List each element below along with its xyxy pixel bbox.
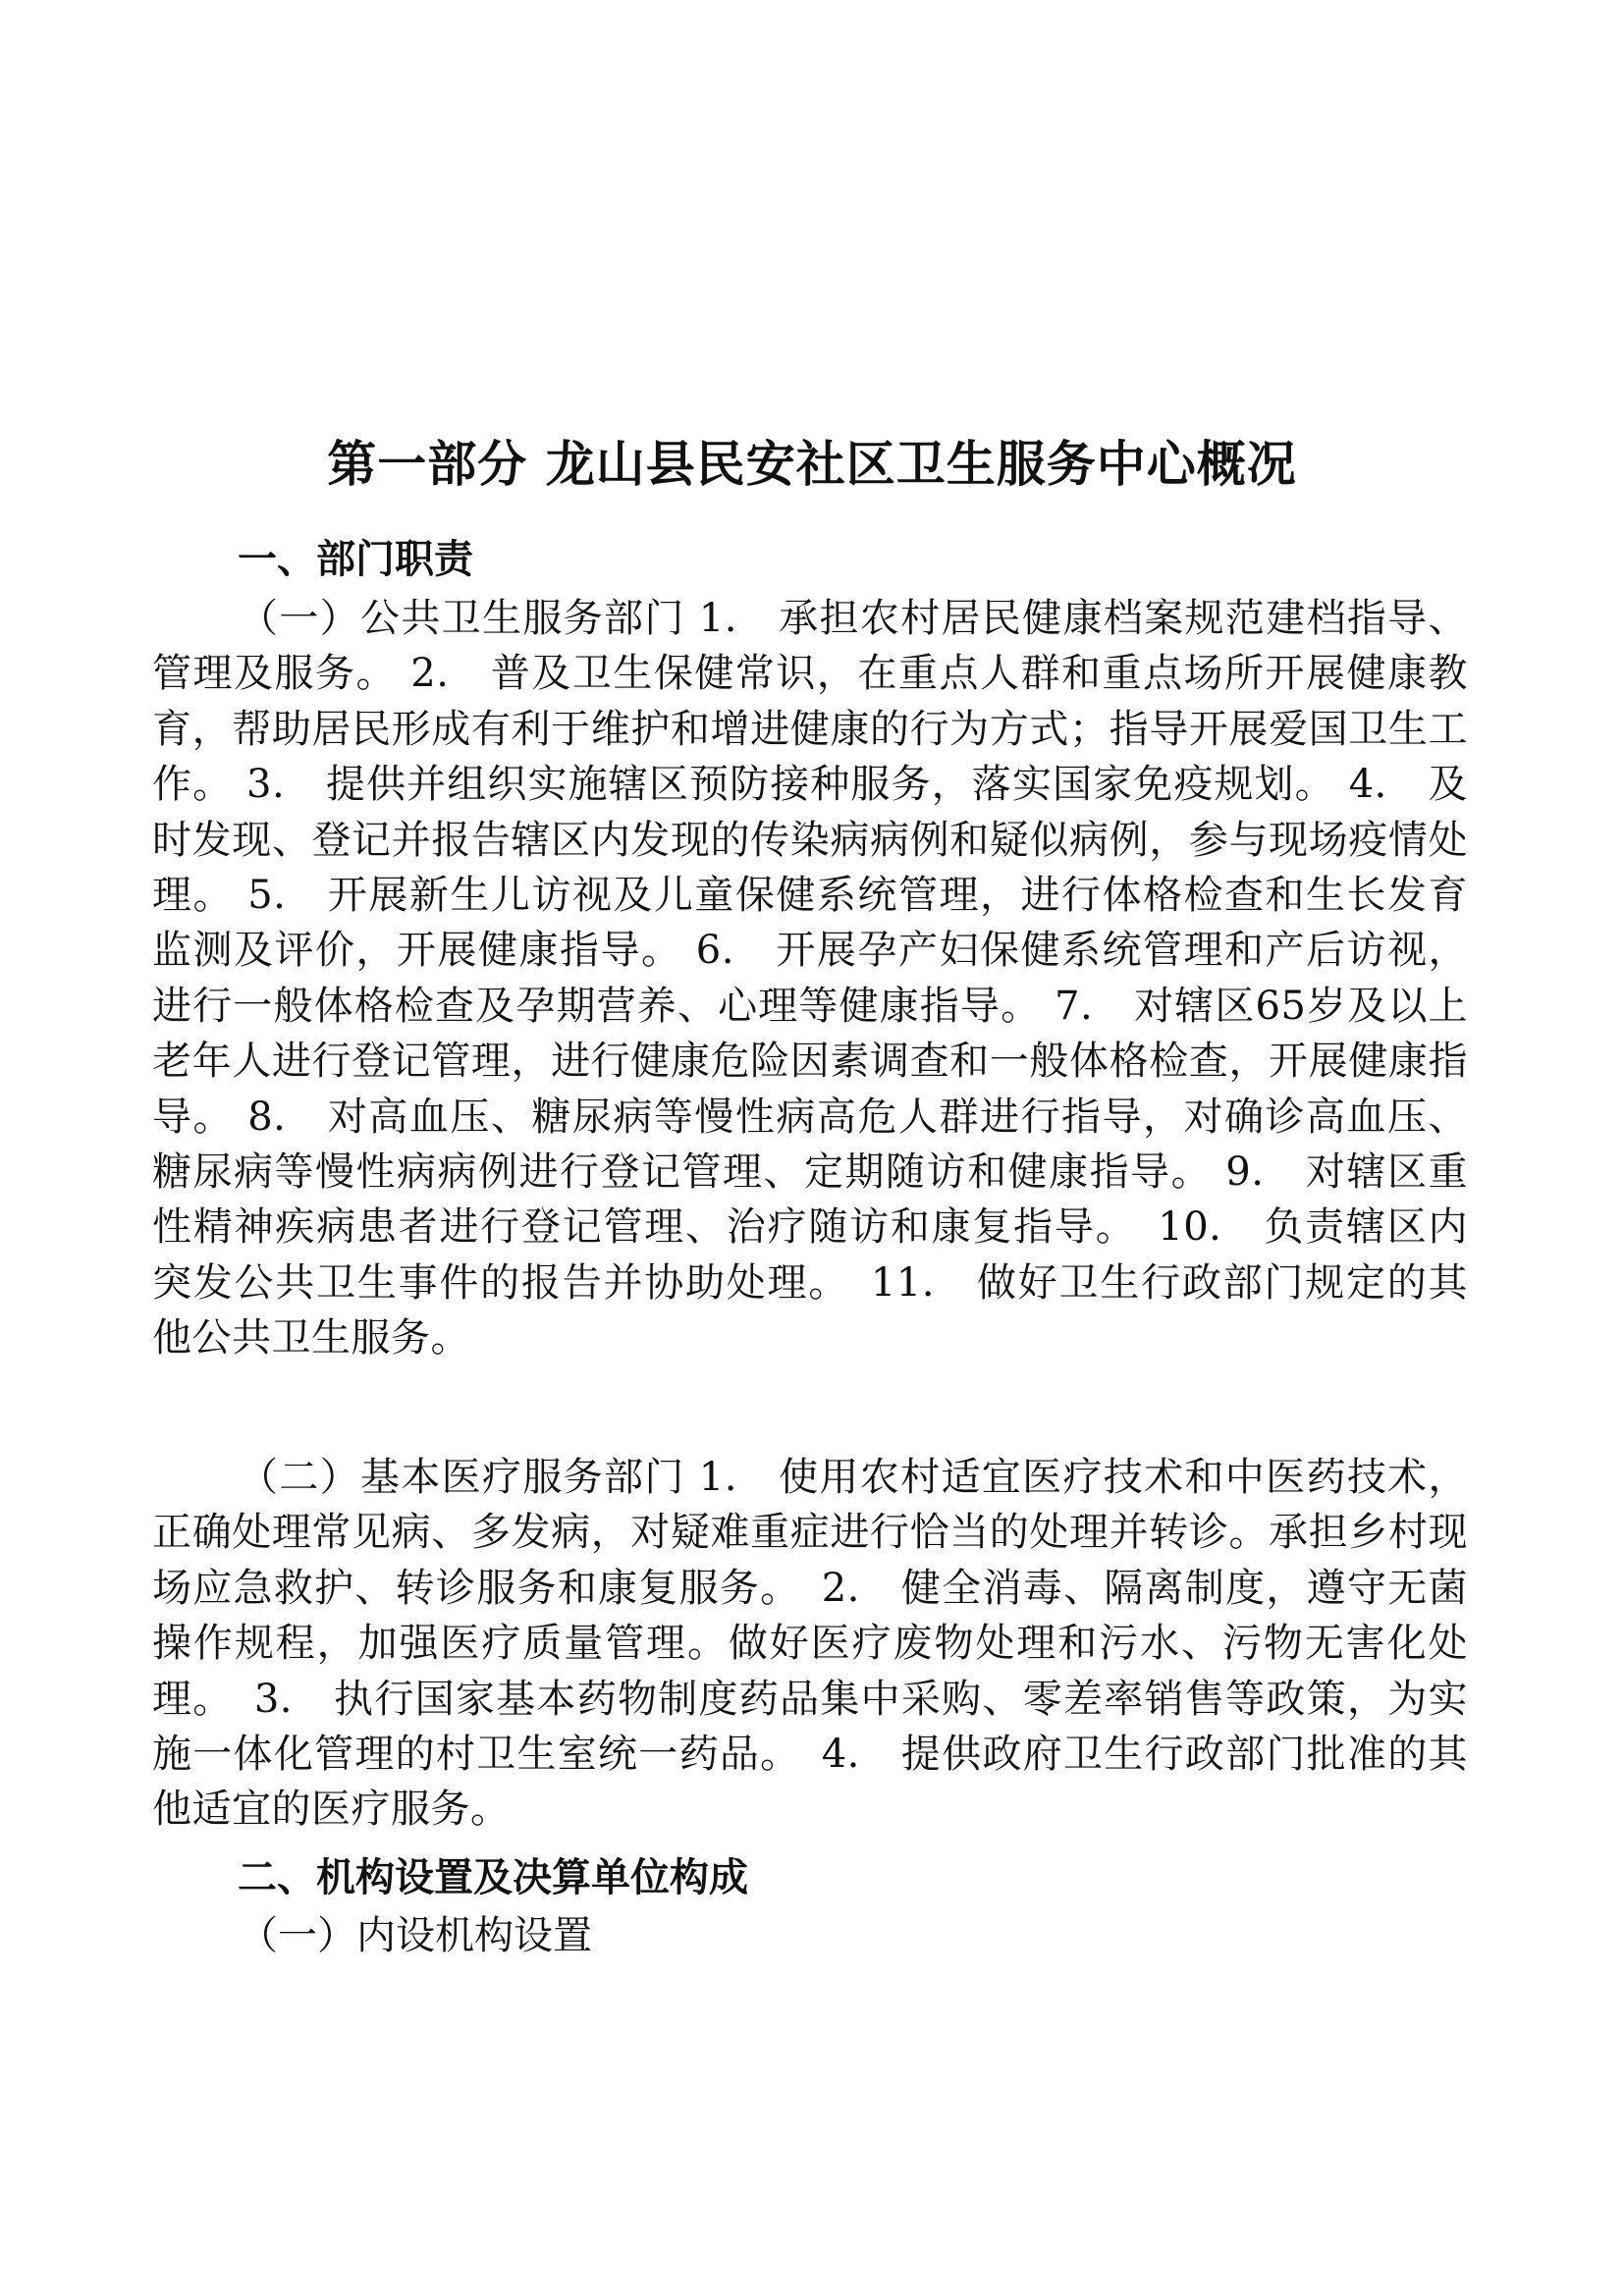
subsection-heading-internal: （一）内设机构设置	[239, 1913, 592, 1958]
section-heading-duties: 一、部门职责	[238, 537, 473, 582]
page-title: 第一部分 龙山县民安社区卫生服务中心概况	[327, 435, 1297, 493]
paragraph-public-health: （一）公共卫生服务部门 1. 承担农村居民健康档案规范建档指导、管理及服务。 2. 普及卫生保健常识，在重点人群和重点场所开展健康教育，帮助居民形成有利于维护和增进健康的行为方式；指导开展爱国卫生工作。 3. 提供并组织实施辖区预防接种服务，落实国家免疫规划。 4. 及时发现、登记并报告辖区内发现的传染病病例和疑似病例，参与现场疫情处理。 5. 开展新生儿访视及儿童保健系统管理，进行体格检查和生长发育监测及评价，开展健康指导。 6. 开展孕产妇保健系统管理和产后访视，进行一般体格检查及孕期营养、心理等健康指导。 7. 对辖区65岁及以上老年人进行登记管理，进行健康危险因素调查和一般体格检查，开展健康指导。 8. 对高血压、糖尿病等慢性病高危人群进行指导，对确诊高血压、糖尿病等慢性病病例进行登记管理、定期随访和健康指导。 9. 对辖区重性精神疾病患者进行登记管理、治疗随访和康复指导。 10. 负责辖区内突发公共卫生事件的报告并协助处理。 11. 做好卫生行政部门规定的其他公共卫生服务。	[152, 596, 1468, 1362]
section-heading-structure: 二、机构设置及决算单位构成	[238, 1855, 748, 1900]
paragraph-basic-medical: （二）基本医疗服务部门 1. 使用农村适宜医疗技术和中医药技术，正确处理常见病、多发病，对疑难重症进行恰当的处理并转诊。承担乡村现场应急救护、转诊服务和康复服务。 2. 健全消毒、隔离制度，遵守无菌操作规程，加强医疗质量管理。做好医疗废物处理和污水、污物无害化处理。 3. 执行国家基本药物制度药品集中采购、零差率销售等政策，为实施一体化管理的村卫生室统一药品。 4. 提供政府卫生行政部门批准的其他适宜的医疗服务。	[152, 1455, 1468, 1833]
